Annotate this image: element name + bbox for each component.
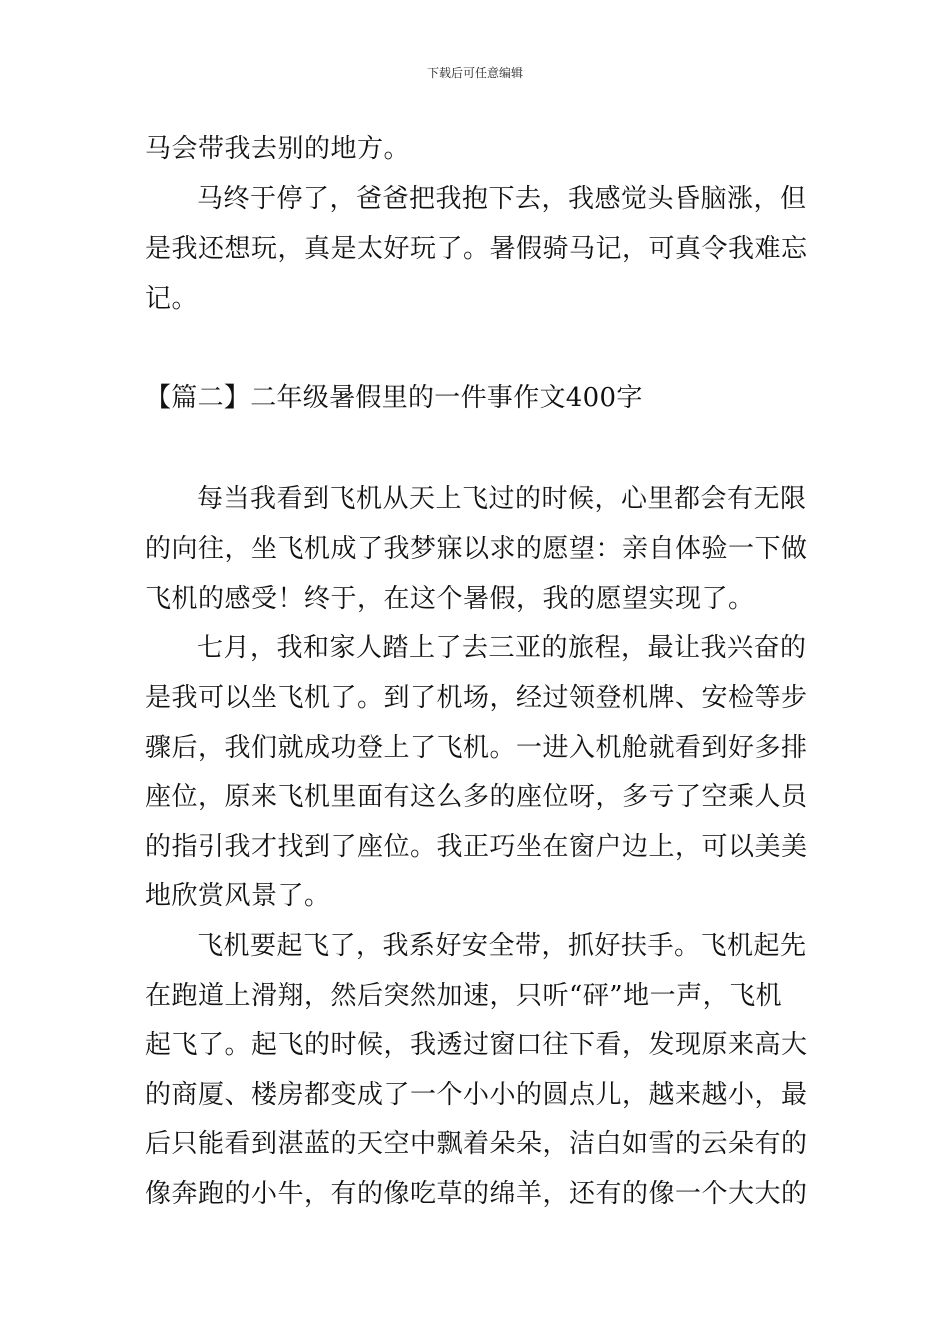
paragraph-line: 飞机的感受！终于，在这个暑假，我的愿望实现了。 [145,584,755,614]
paragraph-line: 像奔跑的小牛，有的像吃草的绵羊，还有的像一个大大的 [145,1179,808,1209]
paragraph-line: 的向往，坐飞机成了我梦寐以求的愿望：亲自体验一下做 [145,534,808,564]
paragraph-line: 是我可以坐飞机了。到了机场，经过领登机牌、安检等步 [145,683,808,713]
paragraph-line: 每当我看到飞机从天上飞过的时候，心里都会有无限 [197,484,807,514]
paragraph-line: 座位，原来飞机里面有这么多的座位呀，多亏了空乘人员 [145,782,808,812]
paragraph-line: 马会带我去别的地方。 [145,134,411,164]
paragraph-line: 飞机要起飞了，我系好安全带，抓好扶手。飞机起先 [197,931,807,961]
paragraph-line: 在跑道上滑翔，然后突然加速，只听“砰”地一声，飞机 [145,981,783,1011]
paragraph-line: 的指引我才找到了座位。我正巧坐在窗户边上，可以美美 [145,832,808,862]
paragraph-line: 记。 [145,284,199,314]
paragraph-line: 后只能看到湛蓝的天空中飘着朵朵，洁白如雪的云朵有的 [145,1129,808,1159]
page-header: 下载后可任意编辑 [426,66,523,80]
paragraph-line: 的商厦、楼房都变成了一个小小的圆点儿，越来越小，最 [145,1080,808,1110]
paragraph-line: 是我还想玩，真是太好玩了。暑假骑马记，可真令我难忘 [145,234,808,264]
paragraph-line: 骤后，我们就成功登上了飞机。一进入机舱就看到好多排 [145,733,808,763]
section-heading: 【篇二】二年级暑假里的一件事作文400字 [145,383,643,413]
paragraph-line: 地欣赏风景了。 [145,881,331,911]
paragraph-line: 七月，我和家人踏上了去三亚的旅程，最让我兴奋的 [197,633,807,663]
paragraph-line: 马终于停了，爸爸把我抱下去，我感觉头昏脑涨，但 [197,184,807,214]
paragraph-line: 起飞了。起飞的时候，我透过窗口往下看，发现原来高大 [145,1030,808,1060]
